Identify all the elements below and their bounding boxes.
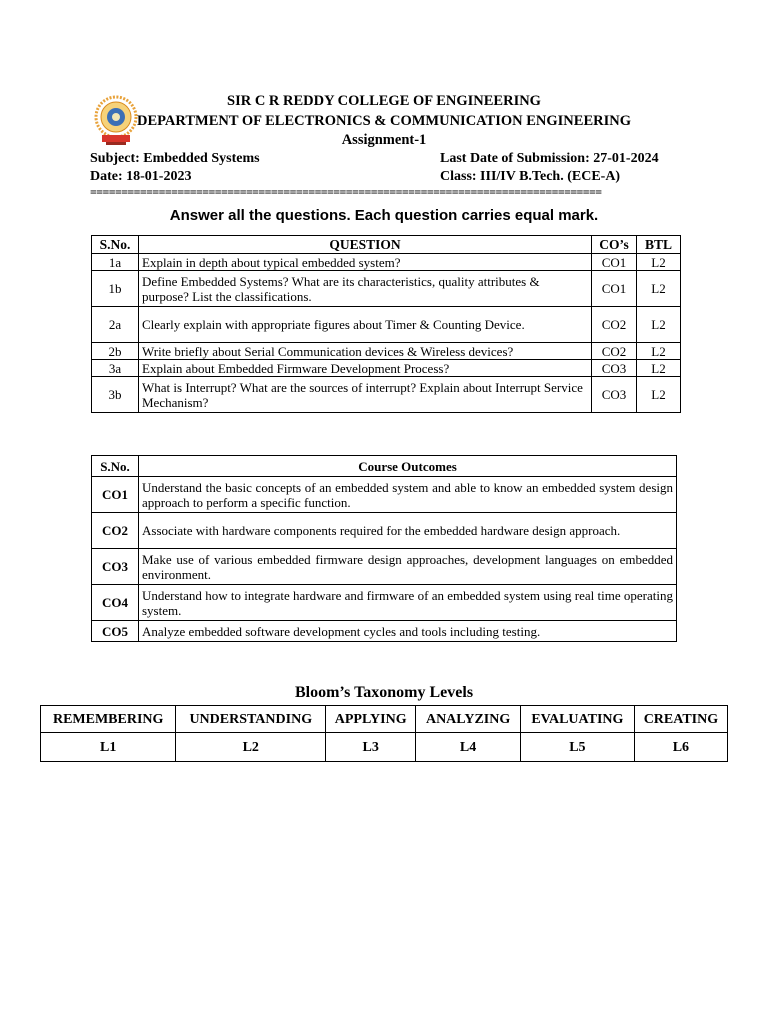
subject-label: Subject: Embedded Systems [90, 151, 260, 166]
bloom-level: L6 [634, 733, 727, 762]
question-co: CO3 [592, 377, 637, 413]
question-btl: L2 [637, 360, 681, 377]
table-row [92, 513, 677, 549]
header-sno: S.No. [92, 456, 139, 477]
question-sno: 3a [92, 360, 139, 377]
questions-table [91, 235, 681, 413]
assignment-title: Assignment-1 [341, 132, 427, 148]
question-text: Explain about Embedded Firmware Development Process? [139, 360, 592, 377]
question-text: Write briefly about Serial Communication devices & Wireless devices? [139, 343, 592, 360]
document-header [0, 92, 768, 151]
meta-row-2 [90, 168, 680, 186]
question-sno: 2b [92, 343, 139, 360]
table-row [92, 585, 677, 621]
questions-header-row [92, 236, 681, 254]
header-course-outcomes: Course Outcomes [139, 456, 677, 477]
course-outcomes-table [91, 455, 677, 642]
bloom-name: ANALYZING [416, 706, 521, 733]
bloom-level: L1 [41, 733, 176, 762]
date-label: Date: 18-01-2023 [90, 169, 192, 184]
bloom-name: UNDERSTANDING [176, 706, 326, 733]
question-text: Explain in depth about typical embedded system? [139, 254, 592, 271]
table-row [92, 254, 681, 271]
header-co: CO’s [592, 236, 637, 254]
question-sno: 1b [92, 271, 139, 307]
bloom-name: EVALUATING [520, 706, 634, 733]
table-row [92, 343, 681, 360]
question-sno: 2a [92, 307, 139, 343]
meta-row-1 [90, 150, 680, 168]
outcome-code: CO4 [92, 585, 139, 621]
table-row [92, 377, 681, 413]
college-name: SIR C R REDDY COLLEGE OF ENGINEERING [227, 93, 541, 109]
bloom-level: L4 [416, 733, 521, 762]
outcome-code: CO3 [92, 549, 139, 585]
header-question: QUESTION [139, 236, 592, 254]
question-co: CO2 [592, 343, 637, 360]
question-sno: 3b [92, 377, 139, 413]
outcome-text: Associate with hardware components required for the embedded hardware design approach. [139, 513, 677, 549]
outcome-text: Understand how to integrate hardware and firmware of an embedded system using real time operating system. [139, 585, 677, 621]
class-label: Class: III/IV B.Tech. (ECE-A) [440, 169, 621, 184]
question-sno: 1a [92, 254, 139, 271]
instructions: Answer all the questions. Each question carries equal mark. [169, 207, 599, 224]
table-row [92, 621, 677, 642]
table-row [92, 271, 681, 307]
bloom-names-row [41, 706, 728, 733]
table-row [92, 477, 677, 513]
bloom-name: APPLYING [326, 706, 416, 733]
question-co: CO2 [592, 307, 637, 343]
question-co: CO3 [592, 360, 637, 377]
last-date-label: Last Date of Submission: 27-01-2024 [440, 151, 659, 166]
question-btl: L2 [637, 343, 681, 360]
outcome-code: CO5 [92, 621, 139, 642]
bloom-title: Bloom’s Taxonomy Levels [294, 684, 474, 701]
table-row [92, 549, 677, 585]
bloom-name: CREATING [634, 706, 727, 733]
question-text: Define Embedded Systems? What are its characteristics, quality attributes & purpose? List the classifications. [139, 271, 592, 307]
outcome-text: Understand the basic concepts of an embedded system and able to know an embedded system design approach to perform a specific function. [139, 477, 677, 513]
department-name: DEPARTMENT OF ELECTRONICS & COMMUNICATION ENGINEERING [136, 112, 631, 129]
table-row [92, 360, 681, 377]
question-co: CO1 [592, 254, 637, 271]
bloom-taxonomy-table [40, 705, 728, 762]
question-btl: L2 [637, 377, 681, 413]
question-btl: L2 [637, 271, 681, 307]
bloom-level: L3 [326, 733, 416, 762]
outcome-text: Make use of various embedded firmware design approaches, development languages on embedded environment. [139, 549, 677, 585]
bloom-name: REMEMBERING [41, 706, 176, 733]
outcome-code: CO1 [92, 477, 139, 513]
bloom-levels-row [41, 733, 728, 762]
question-text: Clearly explain with appropriate figures about Timer & Counting Device. [139, 307, 592, 343]
separator-rule: ================================================================================== [90, 186, 602, 198]
outcomes-header-row [92, 456, 677, 477]
outcome-text: Analyze embedded software development cycles and tools including testing. [139, 621, 677, 642]
question-text: What is Interrupt? What are the sources of interrupt? Explain about Interrupt Service Mechanism? [139, 377, 592, 413]
header-btl: BTL [637, 236, 681, 254]
table-row [92, 307, 681, 343]
question-btl: L2 [637, 254, 681, 271]
question-btl: L2 [637, 307, 681, 343]
question-co: CO1 [592, 271, 637, 307]
bloom-level: L2 [176, 733, 326, 762]
outcome-code: CO2 [92, 513, 139, 549]
bloom-level: L5 [520, 733, 634, 762]
header-sno: S.No. [92, 236, 139, 254]
